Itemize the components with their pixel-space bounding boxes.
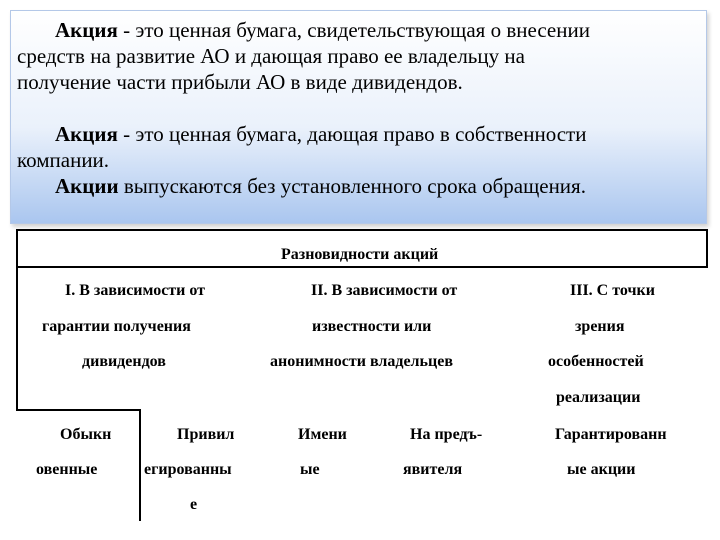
type-4-line-2: явителя: [403, 461, 463, 478]
table-right-border: [706, 229, 708, 268]
group-3-line-3: особенностей: [548, 353, 644, 370]
table-left-border: [16, 229, 18, 411]
group-2-line-2: известности или: [312, 318, 432, 335]
group-1-line-1: I. В зависимости от: [65, 282, 206, 299]
type-2-line-3: е: [190, 496, 198, 513]
group-2-line-1: II. В зависимости от: [311, 282, 458, 299]
group-1-line-3: дивидендов: [82, 353, 166, 370]
group-3-line-4: реализации: [556, 389, 641, 406]
type-4-line-1: На предъ-: [410, 426, 483, 443]
type-2-line-2: егированны: [144, 461, 232, 478]
definition-1-line-2: средств на развитие АО и дающая право ее владельцу на: [17, 44, 525, 68]
group-2-line-3: анонимности владельцев: [270, 353, 453, 370]
definition-1-line-3: получение части прибыли АО в виде дивидендов.: [17, 70, 463, 94]
group-3-line-1: III. С точки: [570, 282, 655, 299]
definition-3-text: выпускаются без установленного срока обращения.: [118, 174, 586, 198]
type-column-divider: [139, 409, 141, 521]
title-row-border: [17, 266, 708, 268]
type-5-line-1: Гарантированн: [555, 426, 667, 443]
definition-1-term: Акция: [55, 18, 118, 42]
type-2-line-1: Привил: [177, 426, 235, 443]
group-row-border: [17, 409, 141, 411]
definition-2-text: - это ценная бумага, дающая право в собственности: [117, 122, 587, 146]
type-1-line-2: овенные: [36, 461, 98, 478]
type-3-line-2: ые: [300, 461, 320, 478]
type-5-line-2: ые акции: [567, 461, 636, 478]
table-top-border: [17, 229, 708, 231]
type-3-line-1: Имени: [298, 426, 347, 443]
group-1-line-2: гарантии получения: [42, 318, 191, 335]
definition-2-line-2: компании.: [17, 148, 110, 172]
type-1-line-1: Обыкн: [60, 426, 112, 443]
definition-3-term: Акции: [55, 174, 119, 198]
definition-2-term: Акция: [55, 122, 118, 146]
definition-1-text: - это ценная бумага, свидетельствующая о внесении: [117, 18, 590, 42]
group-3-line-2: зрения: [575, 318, 625, 335]
table-title: Разновидности акций: [281, 246, 439, 263]
